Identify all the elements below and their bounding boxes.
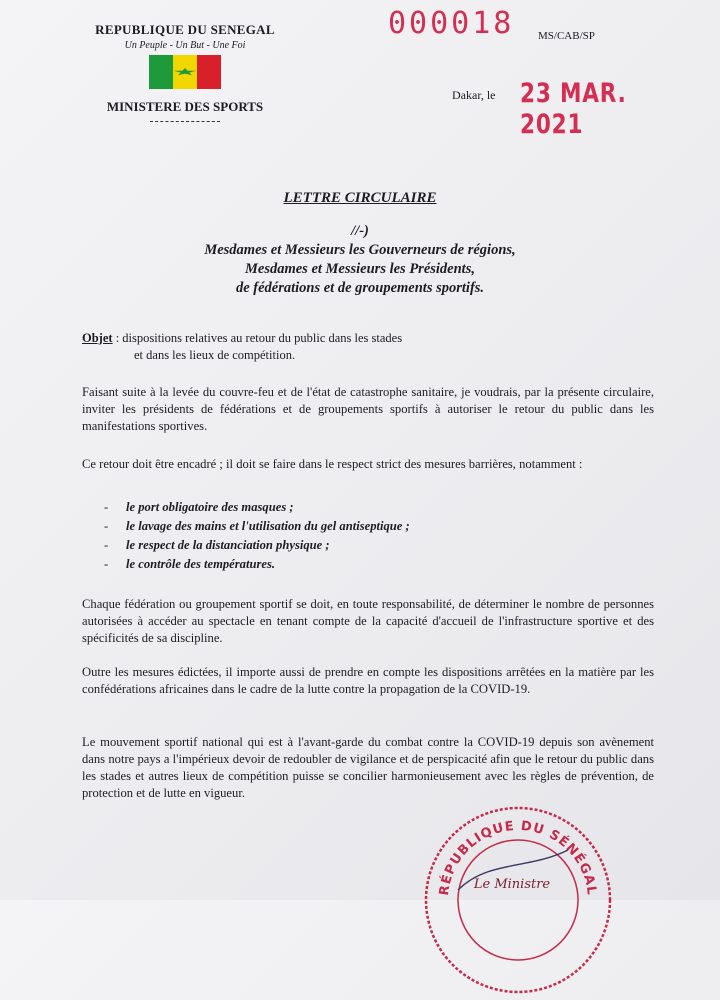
- document-title: [0, 190, 720, 207]
- salutation: [0, 222, 720, 298]
- flag-star-icon: [173, 68, 197, 76]
- paragraph-1: Faisant suite à la levée du couvre-feu et de l'état de catastrophe sanitaire, je voudrais, par la présente circulaire, inviter les présidents de fédérations et de groupements sportifs à autoriser le retour du public dans les manifestations sportives.: [82, 385, 654, 433]
- paragraph-4: Outre les mesures édictées, il importe aussi de prendre en compte les dispositions arrêtées en la matière par les confédérations africaines dans le cadre de la lutte contre la propagation de la COVID-19.: [82, 665, 654, 696]
- national-motto: Un Peuple - Un But - Une Foi: [124, 40, 246, 51]
- flag-green-band: [149, 55, 173, 89]
- place-label: Dakar, le: [452, 88, 496, 102]
- salutation-line: Mesdames et Messieurs les Gouverneurs de régions,: [204, 242, 516, 258]
- senegal-flag: [149, 55, 221, 89]
- object-text-continued: et dans les lieux de compétition.: [134, 348, 296, 362]
- list-item: [104, 555, 410, 574]
- seal-outer-ring: [426, 808, 610, 992]
- measure-text: le lavage des mains et l'utilisation du gel antiseptique ;: [126, 519, 410, 533]
- seal-signatory: Le Ministre: [473, 877, 551, 892]
- flag-red-band: [197, 55, 221, 89]
- bullet-dash: -: [104, 538, 109, 552]
- seal-text: RÉPUBLIQUE DU SÉNÉGAL: [437, 818, 599, 897]
- object-section: [82, 330, 642, 364]
- list-item: [104, 498, 410, 517]
- paragraph-2: Ce retour doit être encadré ; il doit se faire dans le respect strict des mesures barrières, notamment :: [82, 457, 583, 471]
- measures-list: [104, 498, 410, 574]
- official-seal: [418, 800, 618, 1000]
- flag-yellow-band: [173, 55, 197, 89]
- object-label: Objet: [82, 331, 113, 345]
- measure-text: le respect de la distanciation physique ;: [126, 538, 330, 552]
- list-item: [104, 517, 410, 536]
- object-text: : dispositions relatives au retour du public dans les stades: [115, 331, 403, 345]
- letterhead: [70, 22, 300, 122]
- salutation-marker: //-): [351, 223, 369, 239]
- seal-inner-ring: [458, 840, 578, 960]
- bullet-dash: -: [104, 557, 109, 571]
- measure-text: le port obligatoire des masques ;: [126, 500, 294, 514]
- date-stamp: 23 MAR. 2021: [520, 78, 627, 140]
- measure-text: le contrôle des températures.: [126, 557, 276, 571]
- bullet-dash: -: [104, 519, 109, 533]
- list-item: [104, 536, 410, 555]
- paragraph-3: Chaque fédération ou groupement sportif se doit, en toute responsabilité, de déterminer le nombre de personnes autorisées à accéder au spectacle en tenant compte de la capacité d'accueil de l'infrastructure sportive et des spécificités de sa discipline.: [82, 597, 654, 645]
- bullet-dash: -: [104, 500, 109, 514]
- reference-suffix: MS/CAB/SP: [538, 30, 595, 42]
- paragraph-5: Le mouvement sportif national qui est à l'avant-garde du combat contre la COVID-19 depuis son avènement dans notre pays a l'impérieux devoir de redoubler de vigilance et de perspicacité afin que le retour du public dans les stades et autres lieux de compétition puisse se concilier harmonieusement avec les règles de prévention, de protection et de lutte en vigueur.: [82, 735, 654, 800]
- salutation-line: Mesdames et Messieurs les Présidents,: [245, 261, 475, 277]
- ministry-name: MINISTERE DES SPORTS: [106, 99, 264, 114]
- republic-name: REPUBLIQUE DU SENEGAL: [95, 22, 275, 37]
- header-divider: [150, 121, 220, 122]
- reference-number-stamp: 000018: [388, 6, 515, 41]
- salutation-line: de fédérations et de groupements sportifs.: [235, 280, 485, 296]
- title-text: LETTRE CIRCULAIRE: [283, 190, 437, 206]
